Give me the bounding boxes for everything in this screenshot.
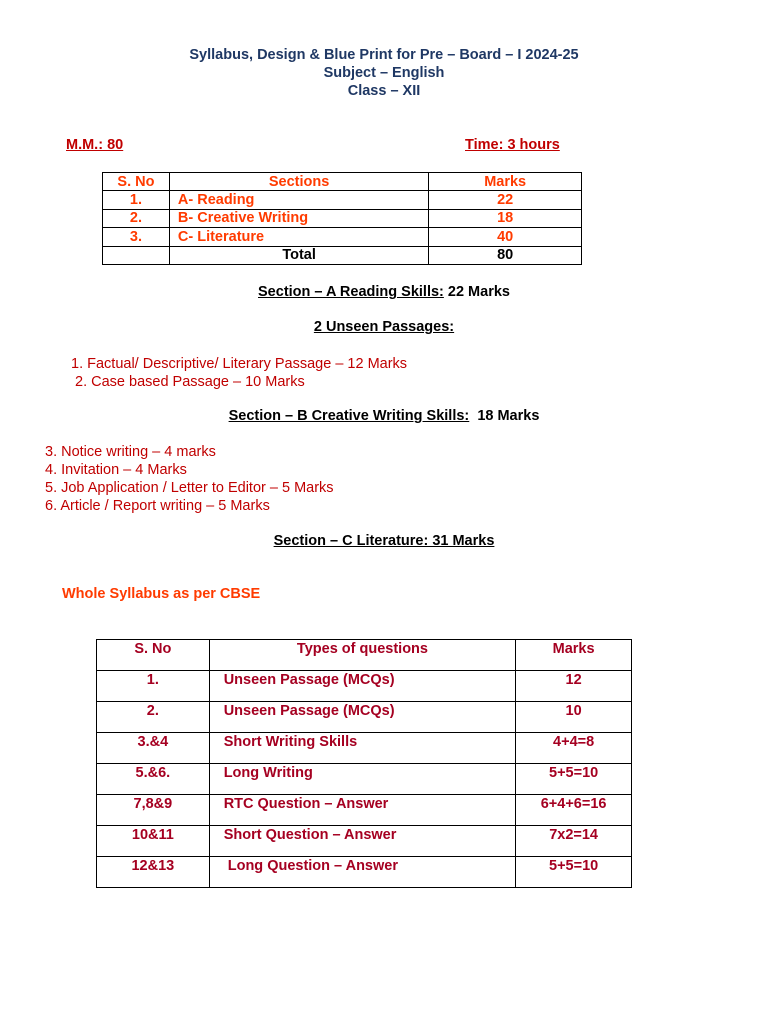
class-line: Class – XII <box>347 83 421 99</box>
cell-sno: 2. <box>97 702 210 733</box>
cell-sno: 5.&6. <box>97 764 210 795</box>
header-marks: Marks <box>429 173 582 191</box>
cell-marks: 7x2=14 <box>516 826 632 857</box>
list-item: 4. Invitation – 4 Marks <box>45 462 187 478</box>
table-row <box>103 209 582 227</box>
cell-type: Long Question – Answer <box>209 857 516 888</box>
table-row <box>97 764 632 795</box>
header-types: Types of questions <box>209 640 516 671</box>
table-header-row <box>97 640 632 671</box>
cell-marks: 5+5=10 <box>516 857 632 888</box>
header-marks: Marks <box>516 640 632 671</box>
cell-sno: 1. <box>103 191 170 209</box>
header-sections: Sections <box>169 173 428 191</box>
max-marks: M.M.: 80 <box>66 137 124 153</box>
cell-marks: 6+4+6=16 <box>516 795 632 826</box>
section-b-marks: 18 Marks <box>469 408 540 424</box>
table-total-row <box>103 246 582 264</box>
cell-marks: 5+5=10 <box>516 764 632 795</box>
table-row <box>97 826 632 857</box>
cell-section: C- Literature <box>169 228 428 246</box>
list-item: 2. Case based Passage – 10 Marks <box>75 374 305 390</box>
cell-type: Short Question – Answer <box>209 826 516 857</box>
section-c-title: Section – C Literature: 31 Marks <box>273 533 495 549</box>
table-header-row <box>103 173 582 191</box>
total-value: 80 <box>429 246 582 264</box>
cell-sno: 1. <box>97 671 210 702</box>
exam-time: Time: 3 hours <box>465 137 560 153</box>
cell-sno: 12&13 <box>97 857 210 888</box>
list-item: 1. Factual/ Descriptive/ Literary Passage – 12 Marks <box>71 356 408 372</box>
cell-section: B- Creative Writing <box>169 209 428 227</box>
header-sno: S. No <box>103 173 170 191</box>
cell-type: Long Writing <box>209 764 516 795</box>
table-row <box>103 191 582 209</box>
section-b-title: Section – B Creative Writing Skills: <box>228 408 470 424</box>
table-row <box>97 795 632 826</box>
cell-marks: 10 <box>516 702 632 733</box>
cell-type: RTC Question – Answer <box>209 795 516 826</box>
header-sno: S. No <box>97 640 210 671</box>
unseen-passages-title: 2 Unseen Passages: <box>313 319 455 335</box>
cell-type: Unseen Passage (MCQs) <box>209 702 516 733</box>
cell-sno: 3.&4 <box>97 733 210 764</box>
cell-type: Unseen Passage (MCQs) <box>209 671 516 702</box>
cell-sno: 7,8&9 <box>97 795 210 826</box>
section-a-marks: 22 Marks <box>443 284 510 300</box>
list-item: 5. Job Application / Letter to Editor – 5 Marks <box>45 480 334 496</box>
cell-sno: 3. <box>103 228 170 246</box>
syllabus-note: Whole Syllabus as per CBSE <box>62 586 261 602</box>
document-title: Syllabus, Design & Blue Print for Pre – Board – I 2024-25 <box>189 47 579 63</box>
table-row <box>97 702 632 733</box>
cell-marks: 4+4=8 <box>516 733 632 764</box>
section-c-heading <box>0 533 768 549</box>
cell-marks: 18 <box>429 209 582 227</box>
summary-table <box>102 172 582 265</box>
table-row <box>97 733 632 764</box>
cell-marks: 40 <box>429 228 582 246</box>
cell-section: A- Reading <box>169 191 428 209</box>
list-item: 6. Article / Report writing – 5 Marks <box>45 498 270 514</box>
cell-sno: 10&11 <box>97 826 210 857</box>
table-row <box>97 857 632 888</box>
section-a-title: Section – A Reading Skills: <box>258 284 444 300</box>
question-table <box>96 639 632 888</box>
section-a-heading <box>0 284 768 300</box>
cell-marks: 22 <box>429 191 582 209</box>
section-b-heading <box>0 408 768 424</box>
cell-type: Short Writing Skills <box>209 733 516 764</box>
table-row <box>103 228 582 246</box>
list-item: 3. Notice writing – 4 marks <box>45 444 216 460</box>
total-label: Total <box>169 246 428 264</box>
subject-line: Subject – English <box>323 65 445 81</box>
table-row <box>97 671 632 702</box>
cell-marks: 12 <box>516 671 632 702</box>
cell-sno: 2. <box>103 209 170 227</box>
section-a-subtitle <box>0 319 768 335</box>
